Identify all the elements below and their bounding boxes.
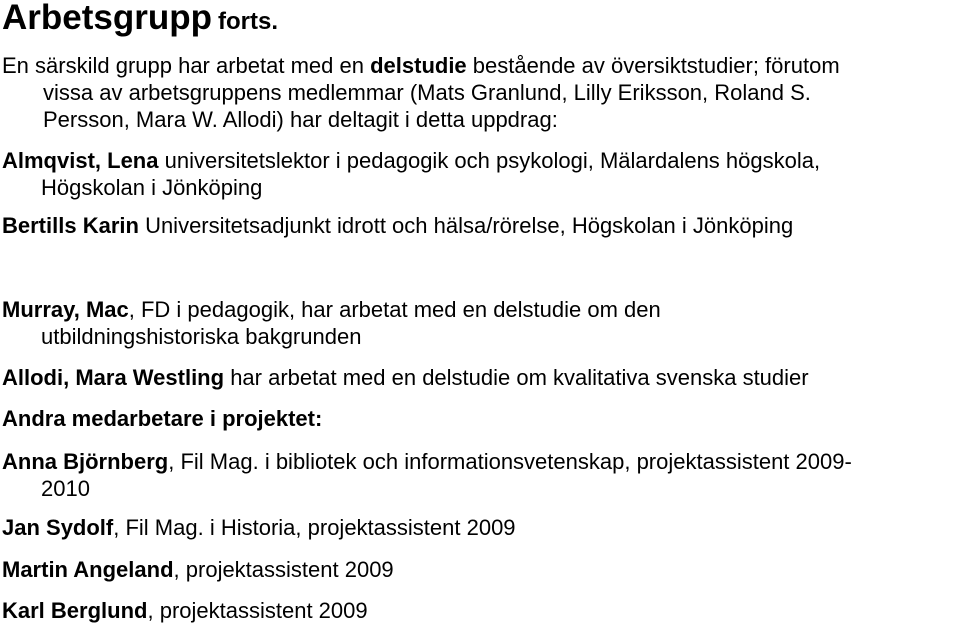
member-description-cont: Högskolan i Jönköping <box>41 175 263 200</box>
intro-paragraph <box>2 52 952 133</box>
member-entry <box>2 364 957 391</box>
intro-bold-term: delstudie <box>370 53 467 78</box>
member-description: universitetslektor i pedagogik och psykologi, Mälardalens högskola, <box>164 148 821 173</box>
member-entry <box>2 296 957 350</box>
title-sub: forts. <box>218 8 278 35</box>
member-description: har arbetat med en delstudie om kvalitativa svenska studier <box>230 365 809 390</box>
intro-text-line1: bestående av översiktstudier; förutom <box>466 53 840 78</box>
collaborator-entry <box>2 448 957 502</box>
collaborator-description: Fil Mag. i Historia, projektassistent 2009 <box>125 515 516 540</box>
member-description-cont: utbildningshistoriska bakgrunden <box>41 324 362 349</box>
collaborator-separator: , <box>147 598 160 623</box>
collaborator-entry <box>2 597 957 624</box>
slide-title <box>2 0 278 42</box>
collaborator-description-cont: 2010 <box>41 476 90 501</box>
member-separator: , <box>128 297 141 322</box>
member-name: Almqvist, Lena <box>2 148 159 173</box>
member-description: FD i pedagogik, har arbetat med en delstudie om den <box>140 297 661 322</box>
collaborator-separator: , <box>168 449 181 474</box>
member-entry <box>2 212 957 239</box>
member-name: Allodi, Mara Westling <box>2 365 225 390</box>
member-name: Murray, Mac <box>2 297 129 322</box>
collaborator-name: Jan Sydolf <box>2 515 114 540</box>
collaborator-description: projektassistent 2009 <box>159 598 368 623</box>
collaborator-entry <box>2 514 957 541</box>
collaborator-name: Karl Berglund <box>2 598 148 623</box>
collaborator-separator: , <box>113 515 126 540</box>
collaborator-name: Anna Björnberg <box>2 449 169 474</box>
intro-text-before: En särskild grupp har arbetat med en <box>2 53 371 78</box>
title-main: Arbetsgrupp <box>2 0 212 37</box>
collaborator-entry <box>2 556 957 583</box>
collaborator-description: Fil Mag. i bibliotek och informationsvetenskap, projektassistent 2009- <box>180 449 852 474</box>
section-heading <box>2 405 957 432</box>
intro-line2: vissa av arbetsgruppens medlemmar (Mats Granlund, Lilly Eriksson, Roland S. <box>43 80 811 105</box>
member-name: Bertills Karin <box>2 213 139 238</box>
collaborator-description: projektassistent 2009 <box>185 557 394 582</box>
member-entry <box>2 147 957 201</box>
collaborator-name: Martin Angeland <box>2 557 174 582</box>
intro-line3: Persson, Mara W. Allodi) har deltagit i detta uppdrag: <box>43 107 558 132</box>
collaborator-separator: , <box>173 557 186 582</box>
section-heading-text: Andra medarbetare i projektet: <box>2 406 323 431</box>
member-description: Universitetsadjunkt idrott och hälsa/rörelse, Högskolan i Jönköping <box>145 213 794 238</box>
